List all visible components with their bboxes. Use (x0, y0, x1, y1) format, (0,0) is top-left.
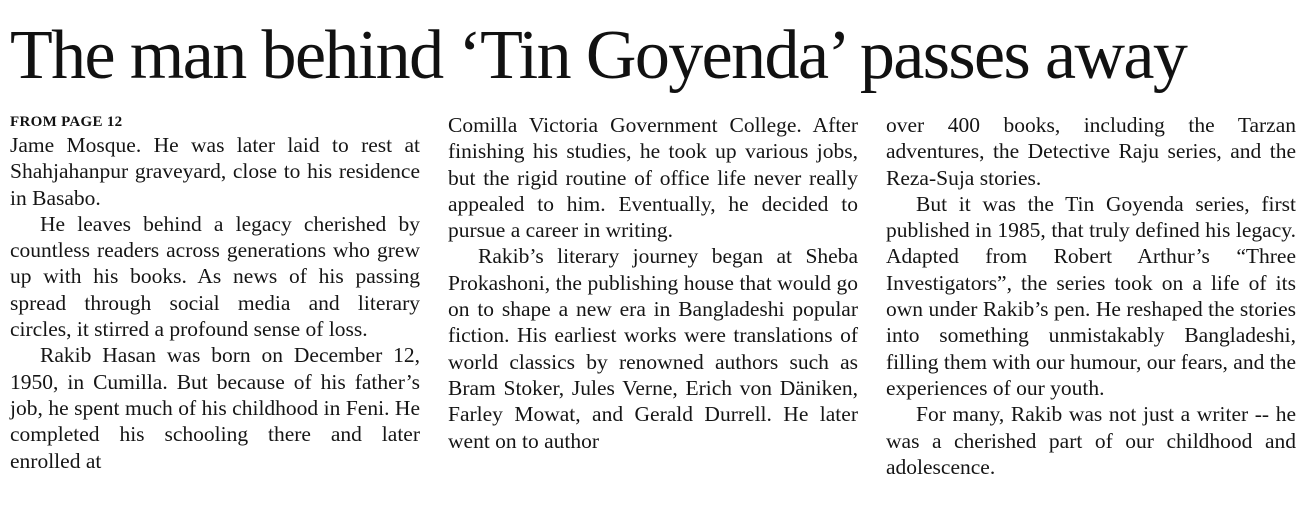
paragraph: over 400 books, including the Tarzan adventures, the Detective Raju series, and the Reza-Suja stories. (886, 113, 1296, 190)
paragraph: For many, Rakib was not just a writer -- he was a cherished part of our childhood and adolescence. (886, 402, 1296, 479)
paragraph: Rakib Hasan was born on December 12, 1950, in Cumilla. But because of his father’s job, he spent much of his childhood in Feni. He completed his schooling there and later enrolled at (10, 343, 420, 473)
paragraph: Rakib’s literary journey began at Sheba Prokashoni, the publishing house that would go on to shape a new era in Bangladeshi popular fiction. His earliest works were translations of world classics by renowned authors such as Bram Stoker, Jules Verne, Erich von Däniken, Farley Mowat, and Gerald Durrell. He later went on to author (448, 244, 858, 453)
article-column-2 (448, 112, 858, 454)
paragraph: He leaves behind a legacy cherished by countless readers across generations who grew up with his books. As news of his passing spread through social media and literary circles, it stirred a profound sense of loss. (10, 211, 420, 342)
paragraph: But it was the Tin Goyenda series, first published in 1985, that truly defined his legacy. Adapted from Robert Arthur’s “Three Investigators”, the series took on a life of its own under Rakib’s pen. He reshaped the stories into something unmistakably Bangladeshi, filling them with our humour, our fears, and the experiences of our youth. (886, 191, 1296, 400)
paragraph: Comilla Victoria Government College. After finishing his studies, he took up various jobs, but the rigid routine of office life never really appealed to him. Eventually, he decided to pursue a career in writing. (448, 113, 858, 243)
continuation-kicker: FROM PAGE 12 (10, 114, 123, 130)
paragraph: Jame Mosque. He was later laid to rest at Shahjahanpur graveyard, close to his residence in Basabo. (10, 133, 420, 210)
article-column-1 (10, 112, 420, 474)
headline: The man behind ‘Tin Goyenda’ passes away (10, 17, 1187, 94)
article-column-3 (886, 112, 1296, 480)
